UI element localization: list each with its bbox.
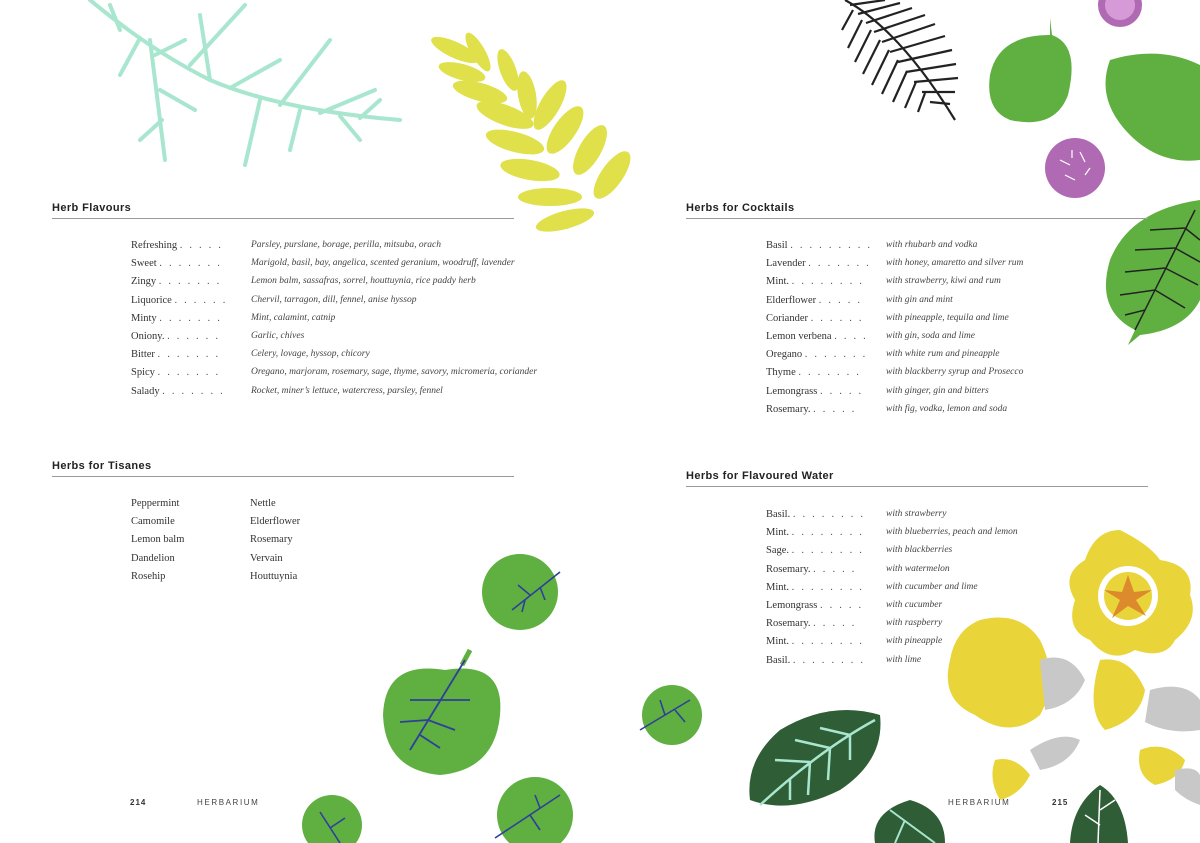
herbs-for-flavoured-water-title: Herbs for Flavoured Water [686,470,834,482]
water-pairing: with blueberries, peach and lemon [886,527,1018,538]
cocktail-pairing: with blackberry syrup and Prosecco [886,367,1024,378]
leader-dots: . . . . . . [167,330,221,342]
cocktail-pairing: with honey, amaretto and silver rum [886,258,1024,269]
water-pairing: with cucumber and lime [886,581,978,592]
flavour-term: Zingy [131,276,157,288]
list-item [766,563,950,582]
list-item: Vervain [250,552,283,564]
leader-dots: . . . . . . . . [791,276,865,288]
herb-term: Sage. [766,545,790,557]
leader-dots: . . . . . [818,294,863,306]
herb-term: Rosemary. [766,618,811,630]
flavour-herbs: Marigold, basil, bay, angelica, scented geranium, woodruff, lavender [251,258,515,269]
list-item [131,258,515,276]
round-leaf-illustration [302,554,702,843]
list-item [131,312,336,331]
flavour-herbs: Mint, calamint, catnip [251,312,336,323]
list-item [766,276,1001,294]
dark-leaf-illustration [749,710,1128,843]
leader-dots: . . . . . . . [798,367,862,379]
water-pairing: with cucumber [886,599,943,610]
tisanes-column-1 [131,498,184,589]
list-item: Houttuynia [250,570,298,582]
list-item [131,367,538,385]
flavour-term: Sweet [131,258,157,270]
flavour-herbs: Rocket, miner’s lettuce, watercress, parsley, fennel [251,385,443,396]
leader-dots: . . . . . . . [157,349,221,361]
list-item [131,276,476,294]
cocktail-pairing: with ginger, gin and bitters [886,385,989,396]
list-item [766,349,1000,367]
list-item: Dandelion [131,552,175,564]
leader-dots: . . . . . [813,618,857,630]
flavour-term: Salady [131,385,160,397]
list-item [766,599,943,618]
list-item [131,294,417,313]
leader-dots: . . . . . [179,240,224,251]
flavour-term: Bitter [131,349,155,361]
herb-term: Lavender [766,258,806,270]
herbs-for-cocktails-list [766,240,1024,422]
running-head: HERBARIUM [948,798,1011,807]
list-item [766,545,953,563]
list-item [766,618,943,636]
section-divider [52,476,514,477]
herb-term: Elderflower [766,294,817,306]
fern-frond-illustration [90,0,400,165]
cocktail-pairing: with fig, vodka, lemon and soda [886,403,1008,414]
list-item [766,258,1024,276]
page-number: 215 [1052,798,1069,807]
list-item: Nettle [250,498,276,509]
yellow-leaf-spray-illustration [428,29,637,236]
herb-flavours-list [131,240,538,404]
flavour-herbs: Lemon balm, sassafras, sorrel, houttuynia, rice paddy herb [251,276,476,287]
herb-term: Basil. [766,509,791,520]
leader-dots: . . . . . . . [157,367,221,379]
flavour-herbs: Chervil, tarragon, dill, fennel, anise hyssop [251,294,417,305]
leader-dots: . . . . . . . . [791,545,865,557]
water-pairing: with watermelon [886,563,950,574]
list-item: Rosehip [131,570,166,582]
list-item [766,581,978,600]
list-item [766,527,1018,545]
leader-dots: . . . . . . . . [792,654,866,666]
herbs-for-cocktails-title: Herbs for Cocktails [686,202,795,214]
leader-dots: . . . . . . . [808,258,872,270]
list-item: Camomile [131,516,175,528]
herb-term: Rosemary. [766,563,811,575]
list-item [131,240,441,258]
green-leaf-illustration [989,18,1200,161]
leader-dots: . . . . . . . . . [790,240,873,251]
leader-dots: . . . . . . . [162,385,225,397]
flavour-term: Spicy [131,367,155,379]
leader-dots: . . . . . . [810,312,864,324]
section-divider [686,486,1148,487]
flavour-herbs: Garlic, chives [251,330,305,341]
list-item [766,636,943,654]
list-item [131,349,370,367]
flavour-term: Liquorice [131,294,172,306]
leader-dots: . . . . . . [174,294,228,306]
cocktail-pairing: with rhubarb and vodka [886,240,978,250]
list-item [766,367,1024,385]
flavour-term: Refreshing [131,240,178,251]
water-pairing: with strawberry [886,509,947,519]
water-pairing: with blackberries [886,545,953,556]
list-item: Elderflower [250,516,301,528]
leader-dots: . . . . . . . [804,349,868,361]
list-item [766,312,1009,331]
flavour-herbs: Celery, lovage, hyssop, chicory [251,349,370,360]
herb-term: Mint. [766,636,790,648]
herb-term: Rosemary. [766,403,811,415]
list-item [766,240,978,258]
leader-dots: . . . . . . . . [791,636,865,648]
list-item [766,509,947,527]
herb-term: Basil [766,240,788,251]
water-pairing: with pineapple [886,636,943,647]
herb-term: Lemon verbena [766,330,832,342]
flavour-herbs: Oregano, marjoram, rosemary, sage, thyme, savory, micromeria, coriander [251,367,538,378]
herb-term: Mint. [766,276,790,288]
list-item [766,385,989,404]
water-pairing: with raspberry [886,618,943,629]
yellow-flower-illustration [948,530,1200,805]
list-item [766,330,975,349]
section-divider [52,218,514,219]
section-divider [686,218,1148,219]
flavour-term: Minty [131,312,157,324]
herb-term: Lemongrass [766,599,818,611]
list-item [766,654,922,673]
herbs-for-flavoured-water-list [766,509,1018,673]
herb-term: Mint. [766,581,790,593]
leader-dots: . . . . . . . . [791,581,865,593]
striped-leaf-illustration [842,0,958,120]
cocktail-pairing: with pineapple, tequila and lime [886,312,1009,323]
herb-flavours-title: Herb Flavours [52,202,132,214]
list-item [766,294,953,313]
cocktail-pairing: with gin, soda and lime [886,330,975,341]
water-pairing: with lime [886,654,922,665]
page-number: 214 [130,798,147,807]
list-item [131,330,305,349]
cocktail-pairing: with strawberry, kiwi and rum [886,276,1001,287]
flavour-herbs: Parsley, purslane, borage, perilla, mitsuba, orach [251,240,441,250]
running-head: HERBARIUM [197,798,260,807]
list-item: Rosemary [250,534,293,546]
herb-term: Coriander [766,312,808,324]
leader-dots: . . . . . [819,599,864,611]
list-item [131,385,443,404]
list-item [766,403,1008,422]
cocktail-pairing: with gin and mint [886,294,953,305]
tisanes-column-2 [250,498,300,589]
leader-dots: . . . . . [813,563,857,575]
flavour-term: Oniony. [131,330,165,342]
cocktail-pairing: with white rum and pineapple [886,349,1000,360]
leader-dots: . . . . . . . . [792,509,866,520]
veined-leaf-illustration [1106,200,1200,345]
list-item: Lemon balm [131,534,185,546]
herb-term: Basil. [766,654,791,666]
herb-term: Thyme [766,367,796,379]
leader-dots: . . . . . [813,403,857,415]
list-item: Peppermint [131,498,180,509]
herb-term: Oregano [766,349,803,361]
leader-dots: . . . . . . . [158,276,222,288]
leader-dots: . . . . . . . . [791,527,865,539]
leader-dots: . . . . . . . [159,258,223,270]
herbs-for-tisanes-title: Herbs for Tisanes [52,460,152,472]
leader-dots: . . . . . [819,385,864,397]
herb-term: Mint. [766,527,790,539]
leader-dots: . . . . [834,330,869,342]
herb-term: Lemongrass [766,385,818,397]
leader-dots: . . . . . . . [159,312,223,324]
